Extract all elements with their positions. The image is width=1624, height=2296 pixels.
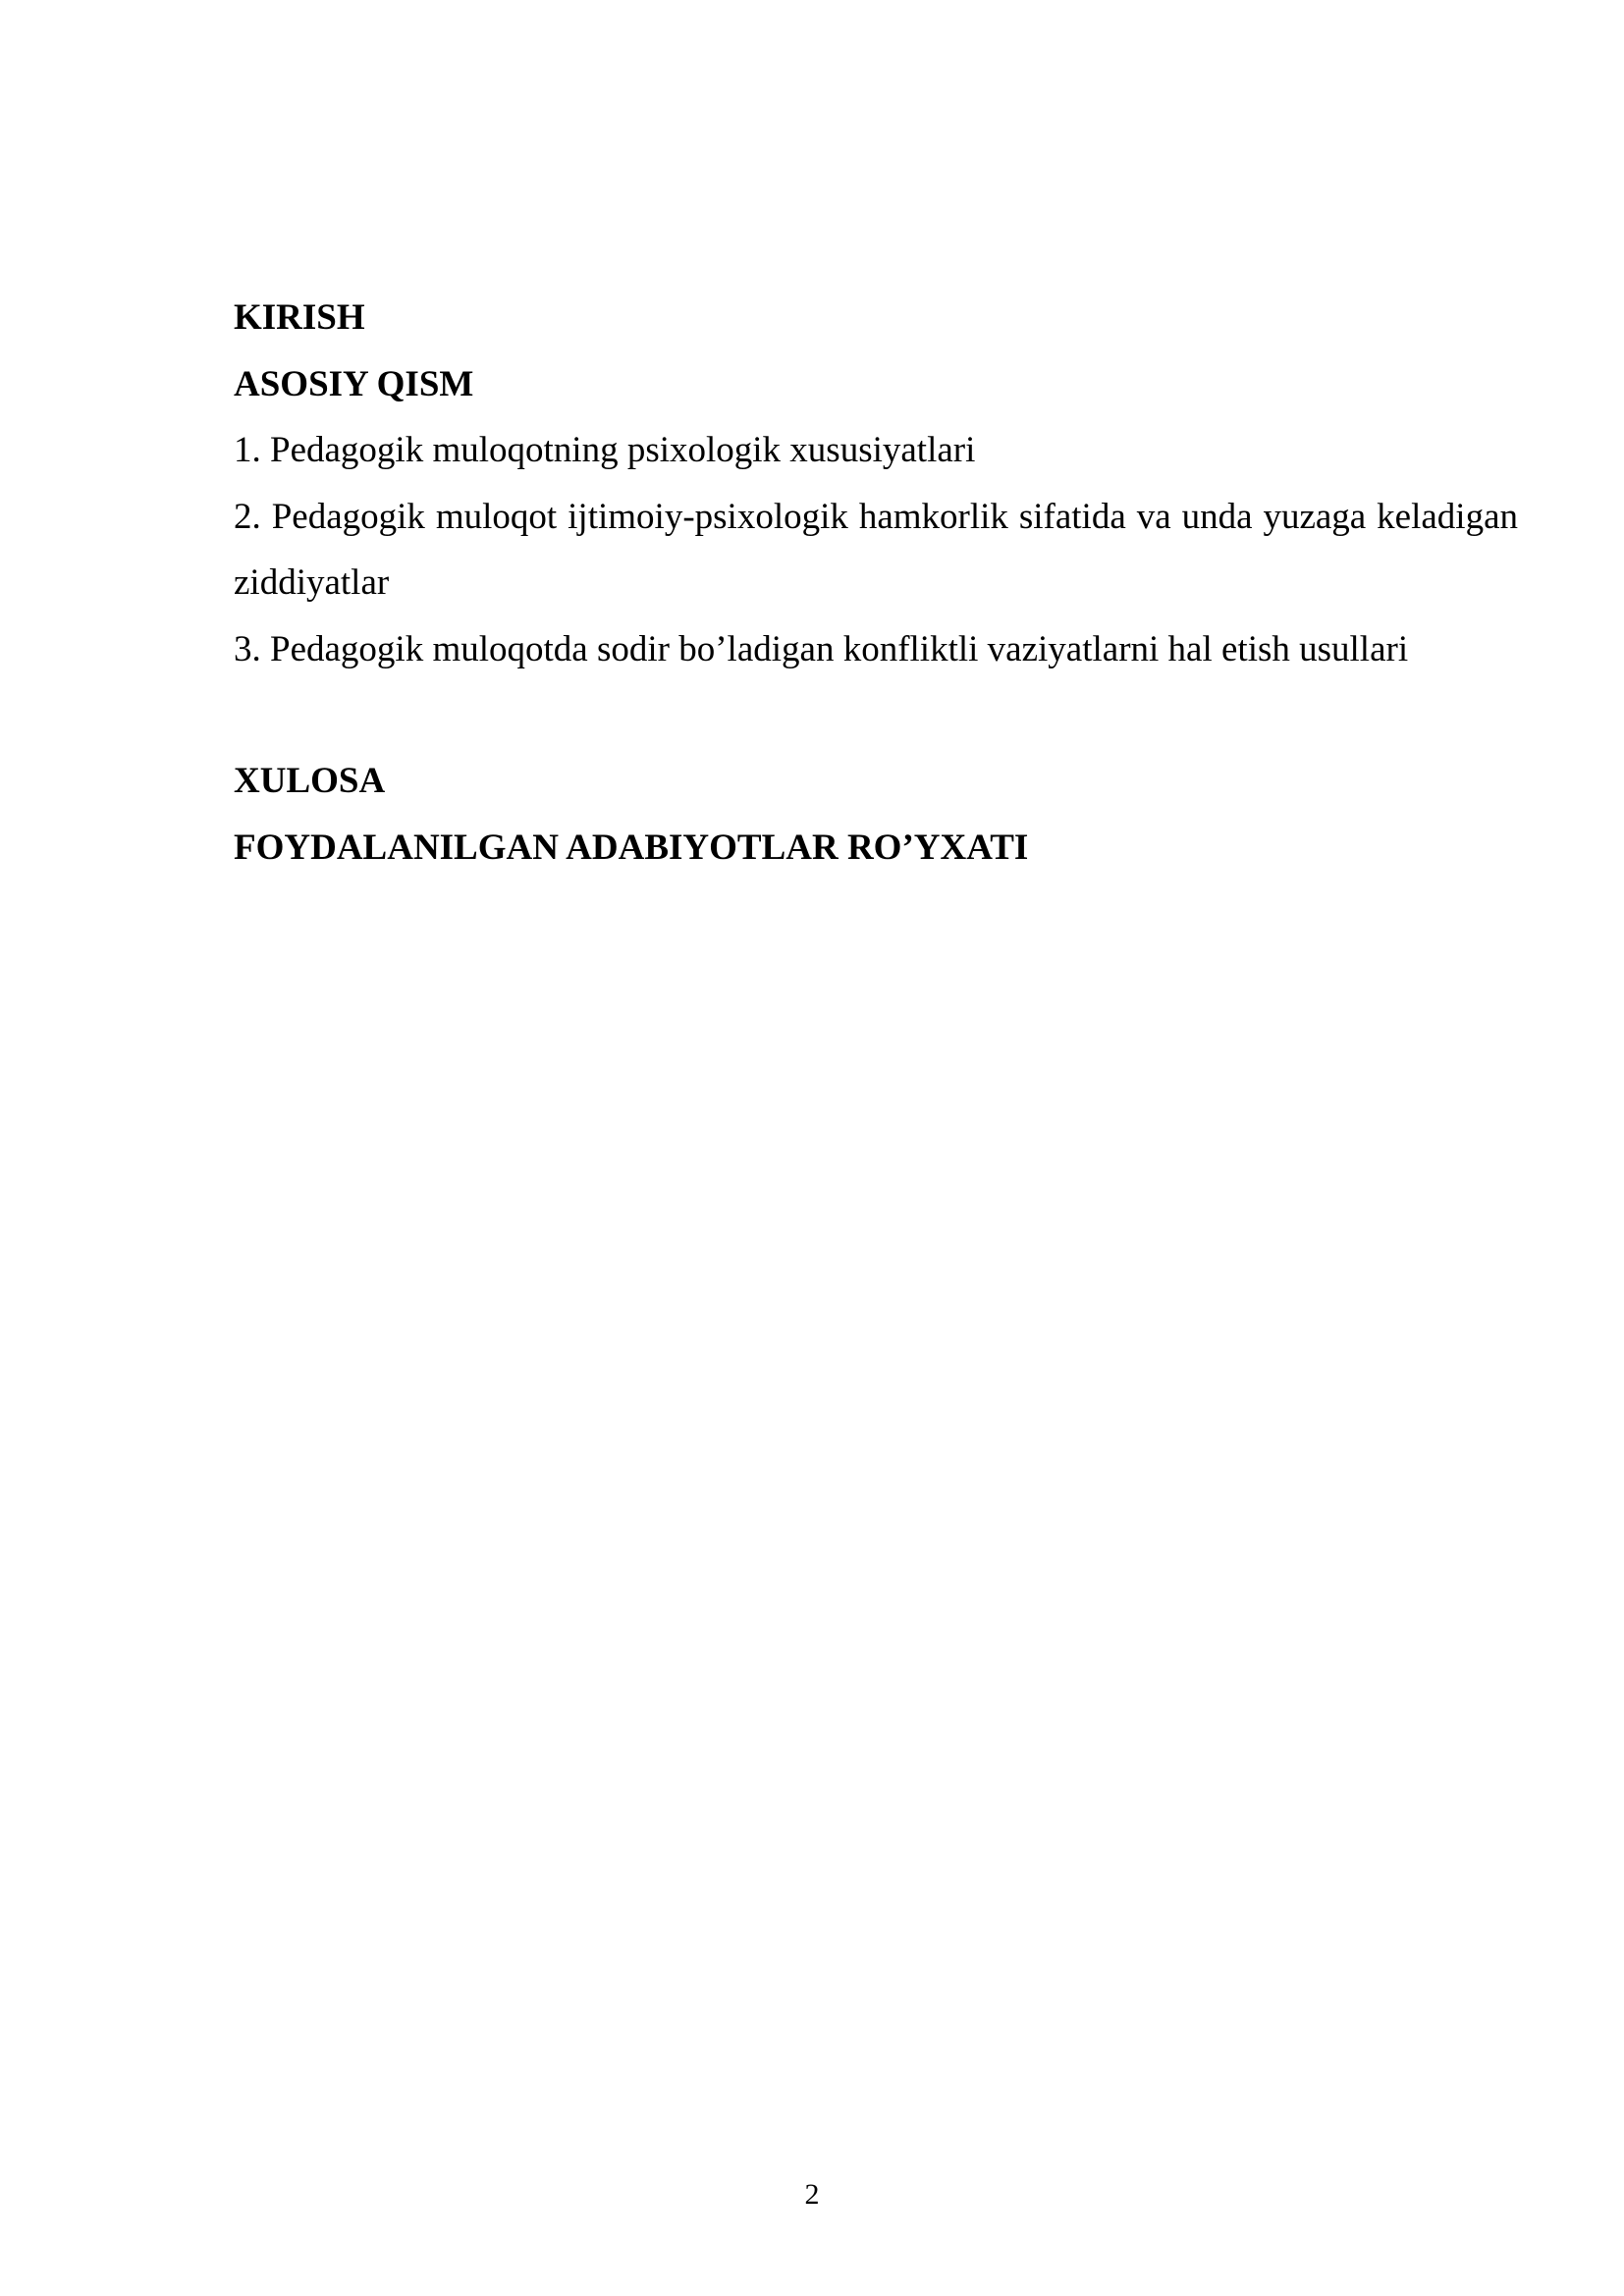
page-number: 2 — [804, 2178, 820, 2211]
table-of-contents — [234, 285, 1518, 881]
toc-heading-conclusion: XULOSA — [234, 761, 386, 801]
toc-heading-references: FOYDALANILGAN ADABIYOTLAR RO’YXATI — [234, 827, 1029, 868]
toc-heading-main-part: ASOSIY QISM — [234, 363, 474, 404]
toc-heading-intro: KIRISH — [234, 297, 365, 338]
toc-item-1: 1. Pedagogik muloqotning psixologik xususiyatlari — [234, 430, 976, 470]
section-spacer — [234, 682, 1518, 748]
toc-item-3: 3. Pedagogik muloqotda sodir bo’ladigan konfliktli vaziyatlarni hal etish usullari — [234, 628, 1409, 669]
toc-item-2: 2. Pedagogik muloqot ijtimoiy-psixologik hamkorlik sifatida va unda yuzaga keladigan ziddiyatlar — [234, 496, 1518, 603]
